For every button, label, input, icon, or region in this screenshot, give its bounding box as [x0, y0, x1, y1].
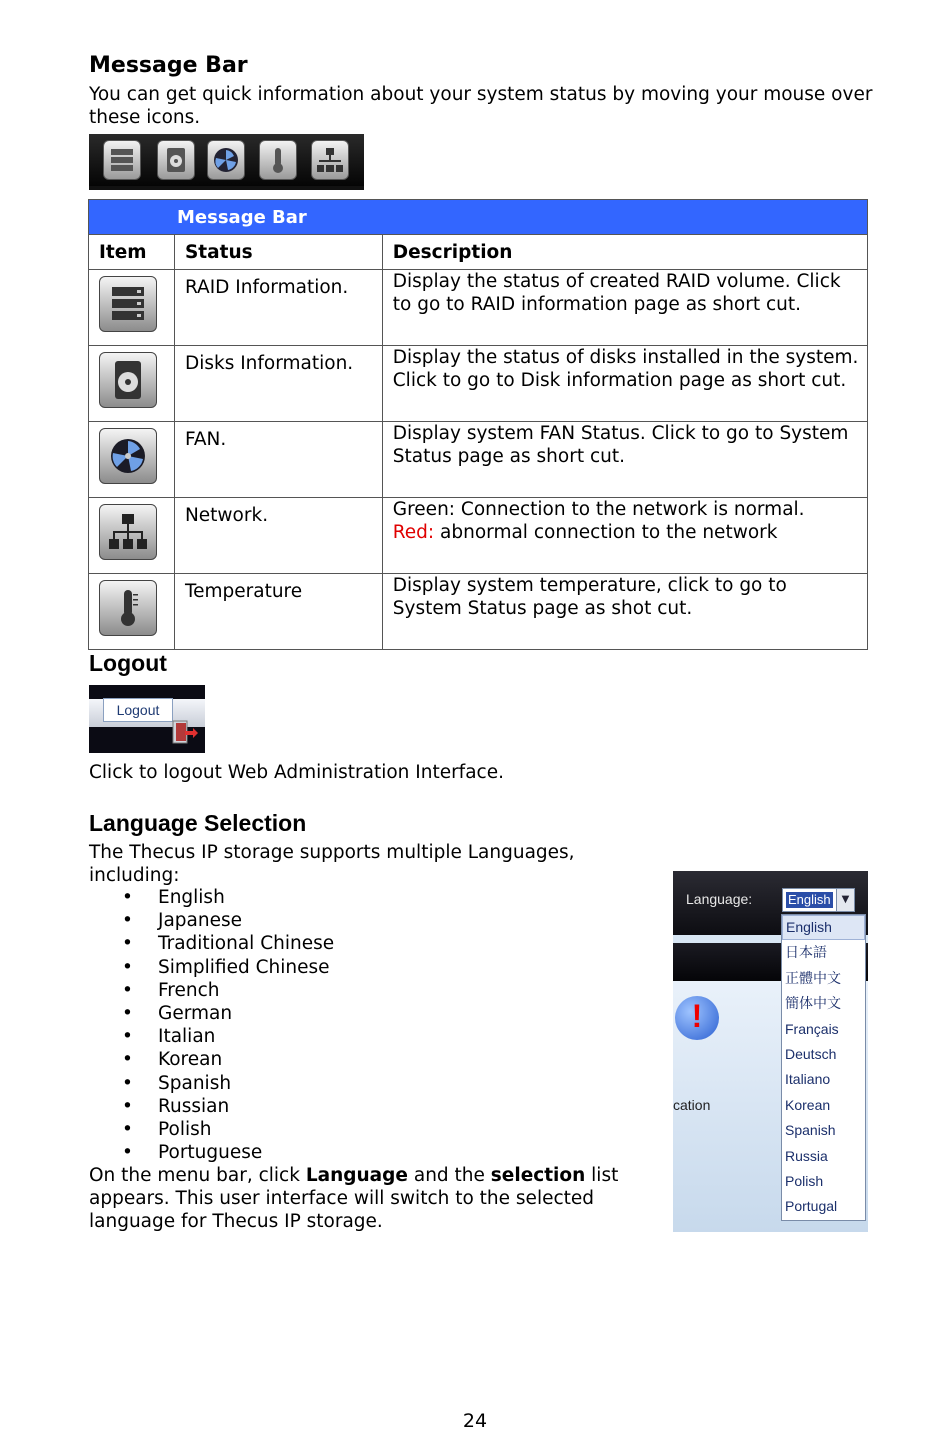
language-select-value: English: [788, 892, 831, 907]
disk-icon: [99, 352, 157, 408]
list-item: • Korean: [89, 1048, 334, 1071]
language-label: Language:: [686, 891, 753, 907]
column-header-description: Description: [382, 235, 867, 270]
status-cell: Temperature: [174, 574, 382, 650]
list-item: • Polish: [89, 1118, 334, 1141]
list-item: • English: [89, 886, 334, 909]
list-item: • Traditional Chinese: [89, 932, 334, 955]
status-cell: RAID Information.: [174, 270, 382, 346]
list-item: • Spanish: [89, 1072, 334, 1095]
status-cell: Disks Information.: [174, 346, 382, 422]
disk-icon[interactable]: [157, 140, 195, 180]
message-bar-icon-strip: [89, 134, 364, 190]
message-bar-table: [88, 199, 868, 650]
language-screenshot: [673, 871, 868, 1232]
column-header-item: Item: [89, 235, 175, 270]
language-intro: The Thecus IP storage supports multiple Languages, including:: [89, 842, 575, 886]
logout-screenshot: [89, 685, 205, 753]
dropdown-option[interactable]: Russia: [785, 1147, 828, 1164]
section-heading-message-bar: Message Bar: [89, 53, 248, 78]
list-item: • Japanese: [89, 909, 334, 932]
red-label: Red:: [392, 522, 435, 543]
dropdown-option[interactable]: Français: [785, 1020, 839, 1037]
logout-button[interactable]: Logout: [103, 698, 173, 722]
table-title: Message Bar: [89, 200, 868, 235]
list-item: • Italian: [89, 1025, 334, 1048]
table-row: [89, 574, 868, 650]
section-heading-language: Language Selection: [89, 810, 307, 836]
section-heading-logout: Logout: [89, 650, 167, 676]
status-cell: Network.: [174, 498, 382, 574]
network-icon: [99, 504, 157, 560]
description-cell: Display system FAN Status. Click to go to System Status page as short cut.: [382, 422, 867, 498]
green-label: Green:: [392, 499, 456, 520]
language-dropdown: [781, 914, 866, 1221]
table-row: [89, 498, 868, 574]
table-row: [89, 422, 868, 498]
logout-description: Click to logout Web Administration Interface.: [89, 762, 504, 783]
green-text: Connection to the network is normal.: [460, 499, 805, 520]
language-select[interactable]: [782, 888, 855, 912]
chevron-down-icon[interactable]: ▼: [836, 889, 854, 911]
dropdown-option[interactable]: Spanish: [785, 1122, 836, 1139]
table-row: [89, 346, 868, 422]
dropdown-option[interactable]: 簡体中文: [785, 995, 841, 1012]
description-cell: Display the status of created RAID volume. Click to go to RAID information page as short cut.: [382, 270, 867, 346]
outro-bold-selection: selection: [490, 1165, 586, 1186]
list-item: • Portuguese: [89, 1141, 334, 1164]
dropdown-option[interactable]: Portugal: [785, 1198, 838, 1215]
dropdown-option[interactable]: Polish: [785, 1172, 824, 1189]
partial-caption: cation: [673, 1097, 711, 1113]
description-cell: Display the status of disks installed in the system. Click to go to Disk information page as short cut.: [382, 346, 867, 422]
dropdown-option[interactable]: English: [782, 915, 865, 940]
fan-icon[interactable]: [207, 140, 245, 180]
outro-text-2: and the: [413, 1165, 485, 1186]
message-bar-intro: You can get quick information about your system status by moving your mouse over these icons.: [89, 84, 873, 128]
column-header-status: Status: [174, 235, 382, 270]
language-outro: [89, 1164, 649, 1233]
raid-icon: [99, 276, 157, 332]
red-text: abnormal connection to the network: [440, 522, 778, 543]
list-item: • French: [89, 979, 334, 1002]
dropdown-option[interactable]: Italiano: [785, 1071, 831, 1088]
raid-icon[interactable]: [103, 140, 141, 180]
table-row: [89, 270, 868, 346]
temperature-icon[interactable]: [259, 140, 297, 180]
outro-text-3: list appears. This user interface will switch to the selected language for Thecus IP storage.: [89, 1165, 619, 1232]
dropdown-option[interactable]: 日本語: [785, 944, 827, 961]
list-item: • Simplified Chinese: [89, 956, 334, 979]
warning-glyph: !: [691, 998, 703, 1034]
list-item: • Russian: [89, 1095, 334, 1118]
exit-door-icon: [169, 719, 199, 749]
dropdown-option[interactable]: Deutsch: [785, 1045, 837, 1062]
temperature-icon: [99, 580, 157, 636]
list-item: • German: [89, 1002, 334, 1025]
page-number: 24: [462, 1410, 488, 1432]
network-icon[interactable]: [311, 140, 349, 180]
fan-icon: [99, 428, 157, 484]
description-cell: [382, 498, 867, 574]
outro-text-1: On the menu bar, click: [89, 1165, 300, 1186]
status-cell: FAN.: [174, 422, 382, 498]
dropdown-option[interactable]: 正體中文: [785, 969, 841, 986]
dropdown-option[interactable]: Korean: [785, 1096, 831, 1113]
warning-icon: [675, 996, 719, 1040]
description-cell: Display system temperature, click to go to System Status page as shot cut.: [382, 574, 867, 650]
outro-bold-language: Language: [305, 1165, 408, 1186]
language-list: [89, 886, 334, 1164]
